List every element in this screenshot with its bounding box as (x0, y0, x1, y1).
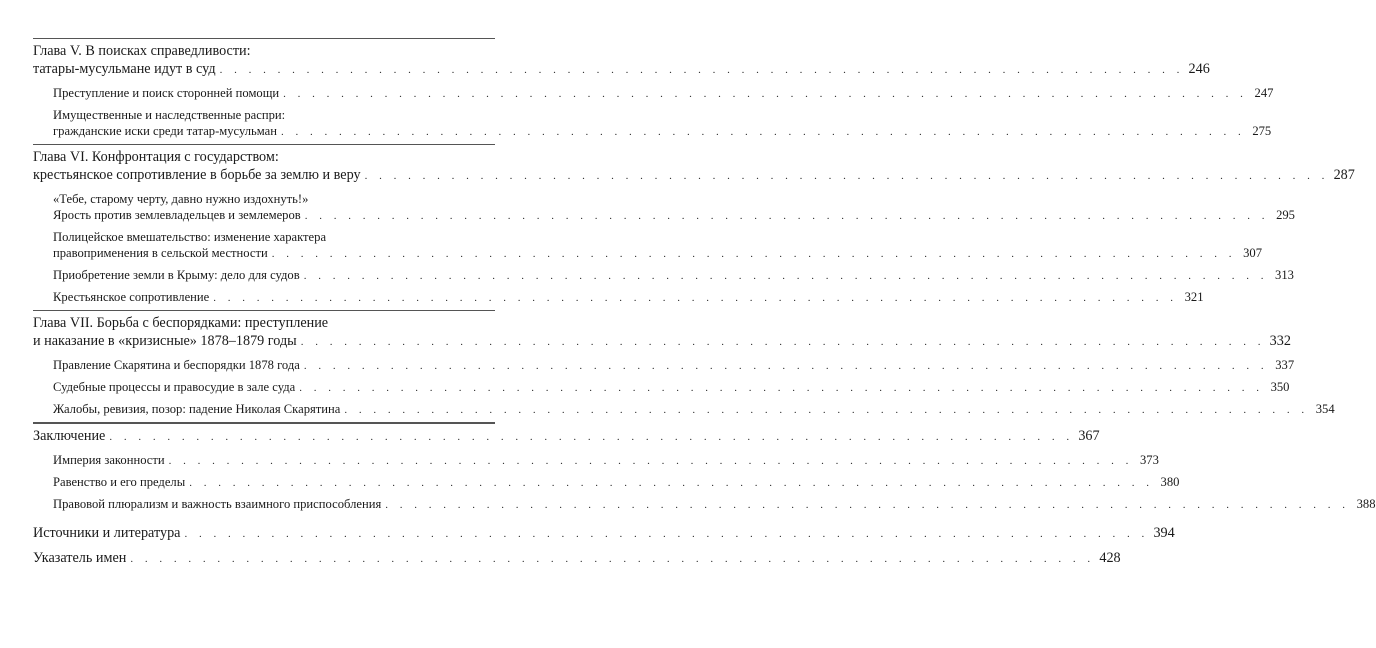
dot-leader: . . . . . . . . . . . . . . . . . . . . . . . . . . . . . . . . . . . . . . . . . . . . . . . . . . . . . . . . . . . . . . . . . . . (385, 499, 1350, 511)
toc-subentry-title: Правовой плюрализм и важность взаимного приспособления (53, 497, 382, 511)
toc-subentry[interactable] (33, 491, 1376, 513)
dot-leader: . . . . . . . . . . . . . . . . . . . . . . . . . . . . . . . . . . . . . . . . . . . . . . . . . . . . . . . . . . . . . . . . . . . (280, 126, 1246, 138)
toc-subentry-title-line1: Имущественные и наследственные распри: (53, 108, 286, 122)
toc-chapter-entry-page-number: 246 (1188, 61, 1210, 77)
dot-leader: . . . . . . . . . . . . . . . . . . . . . . . . . . . . . . . . . . . . . . . . . . . . . . . . . . . . . . . . . . . . . . . . . . . (303, 360, 1269, 372)
toc-chapter-entry-page-number: 332 (1269, 333, 1291, 349)
toc-subentry-title: Империя законности (53, 453, 165, 467)
toc-subentry-title: Правление Скарятина и беспорядки 1878 года (53, 358, 300, 372)
toc-subentry[interactable] (33, 284, 1204, 306)
toc-chapter-entry[interactable] (33, 516, 1175, 544)
dot-leader: . . . . . . . . . . . . . . . . . . . . . . . . . . . . . . . . . . . . . . . . . . . . . . . . . . . . . . . . . . . . . . . . . . . (300, 336, 1265, 348)
toc-chapter-entry-title: крестьянское сопротивление в борьбе за землю и веру (33, 167, 361, 183)
toc-subentry[interactable] (33, 224, 1262, 262)
toc-subentry-title-line1: Полицейское вмешательство: изменение характера (53, 230, 327, 244)
toc-subentry-title: Крестьянское сопротивление (53, 290, 210, 304)
toc-subentry-page-number: 350 (1270, 380, 1290, 394)
toc-chapter-entry[interactable] (33, 544, 1121, 569)
toc-subentry-title: гражданские иски среди татар-мусульман (53, 124, 277, 138)
toc-chapter-entry-page-number: 287 (1333, 167, 1355, 183)
dot-leader: . . . . . . . . . . . . . . . . . . . . . . . . . . . . . . . . . . . . . . . . . . . . . . . . . . . . . . . . . . . . . . . . . . . (213, 292, 1178, 304)
toc-chapter-entry-title: Заключение (33, 428, 106, 444)
toc-chapter-entry-title-line1: Глава VI. Конфронтация с государством: (33, 149, 279, 165)
dot-leader: . . . . . . . . . . . . . . . . . . . . . . . . . . . . . . . . . . . . . . . . . . . . . . . . . . . . . . . . . . . . . . . . . . . (304, 210, 1269, 222)
dot-leader: . . . . . . . . . . . . . . . . . . . . . . . . . . . . . . . . . . . . . . . . . . . . . . . . . . . . . . . . . . . . . . . . . . . (283, 88, 1248, 100)
toc-subentry-page-number: 313 (1275, 268, 1294, 282)
toc-chapter-entry-title: татары-мусульмане идут в суд (33, 61, 216, 77)
toc-subentry-page-number: 380 (1160, 475, 1180, 489)
toc-subentry-page-number: 321 (1184, 290, 1204, 304)
toc-chapter-entry-title: Указатель имен (33, 550, 127, 566)
toc-subentry-page-number: 275 (1252, 124, 1272, 138)
toc-subentry[interactable] (33, 396, 1335, 418)
dot-leader: . . . . . . . . . . . . . . . . . . . . . . . . . . . . . . . . . . . . . . . . . . . . . . . . . . . . . . . . . . . . . . . . . . . (271, 248, 1236, 260)
toc-chapter-entry[interactable] (33, 145, 1355, 186)
dot-leader: . . . . . . . . . . . . . . . . . . . . . . . . . . . . . . . . . . . . . . . . . . . . . . . . . . . . . . . . . . . . . . . . . . . (219, 64, 1184, 76)
toc-subentry-title: Преступление и поиск сторонней помощи (53, 86, 280, 100)
toc-subentry[interactable] (33, 80, 1274, 102)
toc-chapter-entry[interactable] (33, 39, 1210, 80)
toc-chapter-entry-title-line1: Глава V. В поисках справедливости: (33, 43, 251, 59)
dot-leader: . . . . . . . . . . . . . . . . . . . . . . . . . . . . . . . . . . . . . . . . . . . . . . . . . . . . . . . . . . . . . . . . . . . (364, 170, 1329, 182)
toc-subentry-title: Жалобы, ревизия, позор: падение Николая Скарятина (53, 402, 341, 416)
dot-leader: . . . . . . . . . . . . . . . . . . . . . . . . . . . . . . . . . . . . . . . . . . . . . . . . . . . . . . . . . . . . . . . . . . . (109, 431, 1074, 443)
toc-subentry-page-number: 373 (1140, 453, 1159, 467)
toc-subentry-page-number: 307 (1243, 246, 1262, 260)
dot-leader: . . . . . . . . . . . . . . . . . . . . . . . . . . . . . . . . . . . . . . . . . . . . . . . . . . . . . . . . . . . . . . . . . . . (130, 553, 1095, 565)
toc-subentry-page-number: 354 (1315, 402, 1335, 416)
toc-subentry-page-number: 388 (1356, 497, 1376, 511)
toc-subentry-page-number: 295 (1276, 208, 1295, 222)
toc-chapter-entry[interactable] (33, 311, 1291, 352)
dot-leader: . . . . . . . . . . . . . . . . . . . . . . . . . . . . . . . . . . . . . . . . . . . . . . . . . . . . . . . . . . . . . . . . . . . (299, 382, 1264, 394)
toc-subentry-page-number: 337 (1275, 358, 1295, 372)
toc-subentry[interactable] (33, 262, 1294, 284)
toc-subentry-title: Судебные процессы и правосудие в зале суда (53, 380, 296, 394)
dot-leader: . . . . . . . . . . . . . . . . . . . . . . . . . . . . . . . . . . . . . . . . . . . . . . . . . . . . . . . . . . . . . . . . . . . (303, 270, 1268, 282)
toc-chapter-entry-page-number: 367 (1078, 428, 1100, 444)
dot-leader: . . . . . . . . . . . . . . . . . . . . . . . . . . . . . . . . . . . . . . . . . . . . . . . . . . . . . . . . . . . . . . . . . . . (184, 528, 1149, 540)
toc-chapter-entry-title: и наказание в «кризисные» 1878–1879 годы (33, 333, 297, 349)
toc-chapter-entry-title: Источники и литература (33, 525, 181, 541)
dot-leader: . . . . . . . . . . . . . . . . . . . . . . . . . . . . . . . . . . . . . . . . . . . . . . . . . . . . . . . . . . . . . . . . . . . (344, 404, 1309, 416)
toc-subentry[interactable] (33, 102, 1272, 140)
toc-subentry[interactable] (33, 447, 1159, 469)
toc-chapter-entry[interactable] (33, 424, 1100, 447)
toc-subentry-page-number: 247 (1254, 86, 1274, 100)
toc-subentry[interactable] (33, 469, 1180, 491)
toc-chapter-entry-page-number: 394 (1153, 525, 1175, 541)
toc-subentry-title: Равенство и его пределы (53, 475, 186, 489)
toc-subentry[interactable] (33, 186, 1295, 224)
toc-subentry-title-line1: «Тебе, старому черту, давно нужно издохнуть!» (53, 192, 309, 206)
dot-leader: . . . . . . . . . . . . . . . . . . . . . . . . . . . . . . . . . . . . . . . . . . . . . . . . . . . . . . . . . . . . . . . . . . . (168, 455, 1133, 467)
table-of-contents (33, 38, 1376, 569)
toc-subentry-title: правоприменения в сельской местности (53, 246, 268, 260)
toc-subentry[interactable] (33, 374, 1290, 396)
toc-subentry[interactable] (33, 352, 1295, 374)
dot-leader: . . . . . . . . . . . . . . . . . . . . . . . . . . . . . . . . . . . . . . . . . . . . . . . . . . . . . . . . . . . . . . . . . . . (189, 477, 1154, 489)
toc-subentry-title: Приобретение земли в Крыму: дело для судов (53, 268, 300, 282)
toc-subentry-title: Ярость против землевладельцев и землемеров (53, 208, 301, 222)
toc-chapter-entry-page-number: 428 (1099, 550, 1121, 566)
toc-chapter-entry-title-line1: Глава VII. Борьба с беспорядками: преступление (33, 315, 329, 331)
